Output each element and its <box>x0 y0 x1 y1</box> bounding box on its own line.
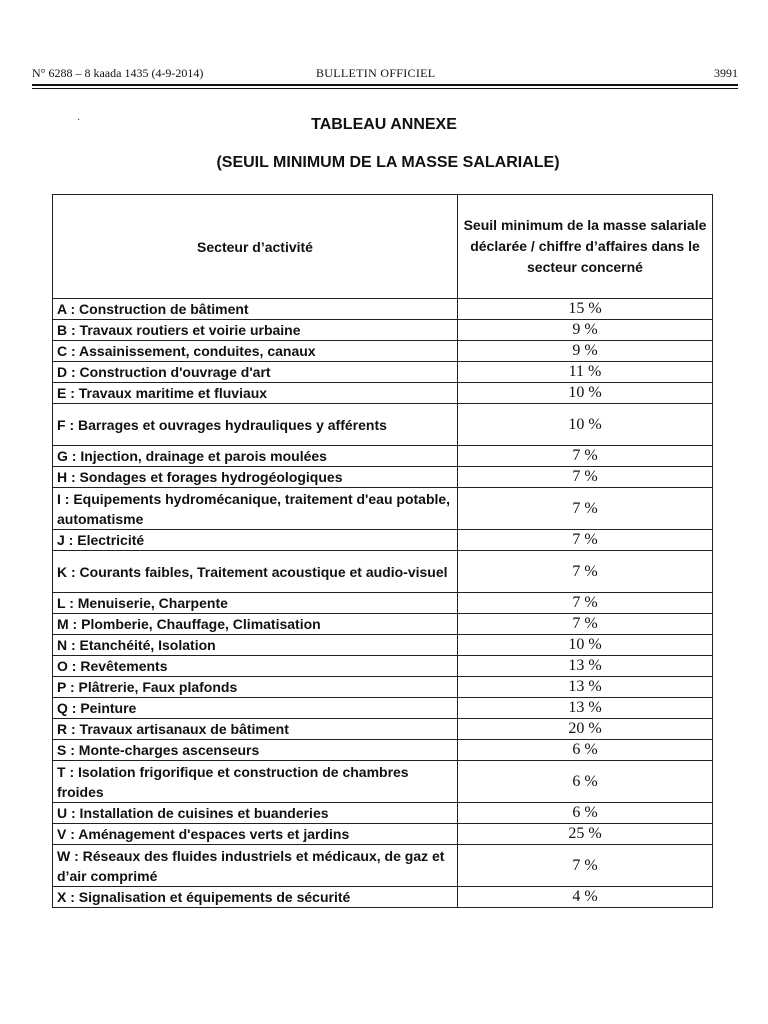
sector-cell: R : Travaux artisanaux de bâtiment <box>53 719 458 740</box>
publication-title: BULLETIN OFFICIEL <box>316 66 436 80</box>
sector-cell: I : Equipements hydromécanique, traitement d'eau potable, automatisme <box>53 488 458 530</box>
sector-cell: O : Revêtements <box>53 656 458 677</box>
table-row <box>53 530 713 551</box>
sector-cell: C : Assainissement, conduites, canaux <box>53 341 458 362</box>
table-row <box>53 614 713 635</box>
table-row <box>53 467 713 488</box>
table-row <box>53 803 713 824</box>
threshold-cell: 7 % <box>458 845 713 887</box>
table-row <box>53 824 713 845</box>
column-header-threshold: Seuil minimum de la masse salariale déclarée / chiffre d’affaires dans le secteur concerné <box>458 195 713 299</box>
sector-cell: D : Construction d'ouvrage d'art <box>53 362 458 383</box>
sector-cell: U : Installation de cuisines et buanderies <box>53 803 458 824</box>
threshold-cell: 6 % <box>458 740 713 761</box>
table-row <box>53 845 713 887</box>
threshold-cell: 15 % <box>458 299 713 320</box>
page-number: 3991 <box>714 66 738 80</box>
threshold-cell: 20 % <box>458 719 713 740</box>
table-body <box>53 299 713 908</box>
threshold-cell: 25 % <box>458 824 713 845</box>
page-title: TABLEAU ANNEXE <box>311 116 457 133</box>
threshold-cell: 7 % <box>458 551 713 593</box>
page-subtitle: (SEUIL MINIMUM DE LA MASSE SALARIALE) <box>216 154 560 171</box>
threshold-cell: 10 % <box>458 383 713 404</box>
table-row <box>53 761 713 803</box>
sector-cell: W : Réseaux des fluides industriels et médicaux, de gaz et d’air comprimé <box>53 845 458 887</box>
sector-cell: T : Isolation frigorifique et construction de chambres froides <box>53 761 458 803</box>
threshold-cell: 9 % <box>458 320 713 341</box>
header-rule-thin <box>32 88 738 89</box>
table-row <box>53 362 713 383</box>
sector-cell: J : Electricité <box>53 530 458 551</box>
table-row <box>53 635 713 656</box>
sector-cell: P : Plâtrerie, Faux plafonds <box>53 677 458 698</box>
table-row <box>53 593 713 614</box>
threshold-cell: 13 % <box>458 698 713 719</box>
table-row <box>53 656 713 677</box>
table-header-row <box>53 195 713 299</box>
sector-cell: B : Travaux routiers et voirie urbaine <box>53 320 458 341</box>
sector-cell: K : Courants faibles, Traitement acoustique et audio-visuel <box>53 551 458 593</box>
threshold-cell: 13 % <box>458 656 713 677</box>
sector-cell: A : Construction de bâtiment <box>53 299 458 320</box>
header-rule-thick <box>32 84 738 86</box>
threshold-cell: 10 % <box>458 635 713 656</box>
threshold-cell: 13 % <box>458 677 713 698</box>
table-row <box>53 320 713 341</box>
table-row <box>53 887 713 908</box>
threshold-cell: 7 % <box>458 446 713 467</box>
sector-cell: F : Barrages et ouvrages hydrauliques y afférents <box>53 404 458 446</box>
sector-cell: G : Injection, drainage et parois moulées <box>53 446 458 467</box>
threshold-cell: 9 % <box>458 341 713 362</box>
threshold-cell: 7 % <box>458 614 713 635</box>
table-row <box>53 446 713 467</box>
table-row <box>53 404 713 446</box>
scan-speck: · <box>77 114 81 125</box>
sector-cell: N : Etanchéité, Isolation <box>53 635 458 656</box>
table-row <box>53 677 713 698</box>
table-row <box>53 740 713 761</box>
threshold-cell: 6 % <box>458 803 713 824</box>
threshold-cell: 7 % <box>458 488 713 530</box>
issue-info: N° 6288 – 8 kaada 1435 (4-9-2014) <box>32 66 204 80</box>
table-row <box>53 299 713 320</box>
threshold-cell: 7 % <box>458 530 713 551</box>
threshold-cell: 4 % <box>458 887 713 908</box>
sector-cell: X : Signalisation et équipements de sécurité <box>53 887 458 908</box>
table-row <box>53 383 713 404</box>
threshold-cell: 6 % <box>458 761 713 803</box>
table-row <box>53 488 713 530</box>
sector-cell: H : Sondages et forages hydrogéologiques <box>53 467 458 488</box>
table-row <box>53 551 713 593</box>
sector-cell: Q : Peinture <box>53 698 458 719</box>
sector-cell: M : Plomberie, Chauffage, Climatisation <box>53 614 458 635</box>
threshold-cell: 10 % <box>458 404 713 446</box>
table-row <box>53 719 713 740</box>
sector-cell: E : Travaux maritime et fluviaux <box>53 383 458 404</box>
threshold-cell: 7 % <box>458 467 713 488</box>
table-row <box>53 341 713 362</box>
sector-cell: V : Aménagement d'espaces verts et jardins <box>53 824 458 845</box>
sector-cell: S : Monte-charges ascenseurs <box>53 740 458 761</box>
column-header-sector: Secteur d’activité <box>53 195 458 299</box>
threshold-cell: 11 % <box>458 362 713 383</box>
sector-cell: L : Menuiserie, Charpente <box>53 593 458 614</box>
threshold-cell: 7 % <box>458 593 713 614</box>
annex-table <box>52 194 713 908</box>
table-row <box>53 698 713 719</box>
